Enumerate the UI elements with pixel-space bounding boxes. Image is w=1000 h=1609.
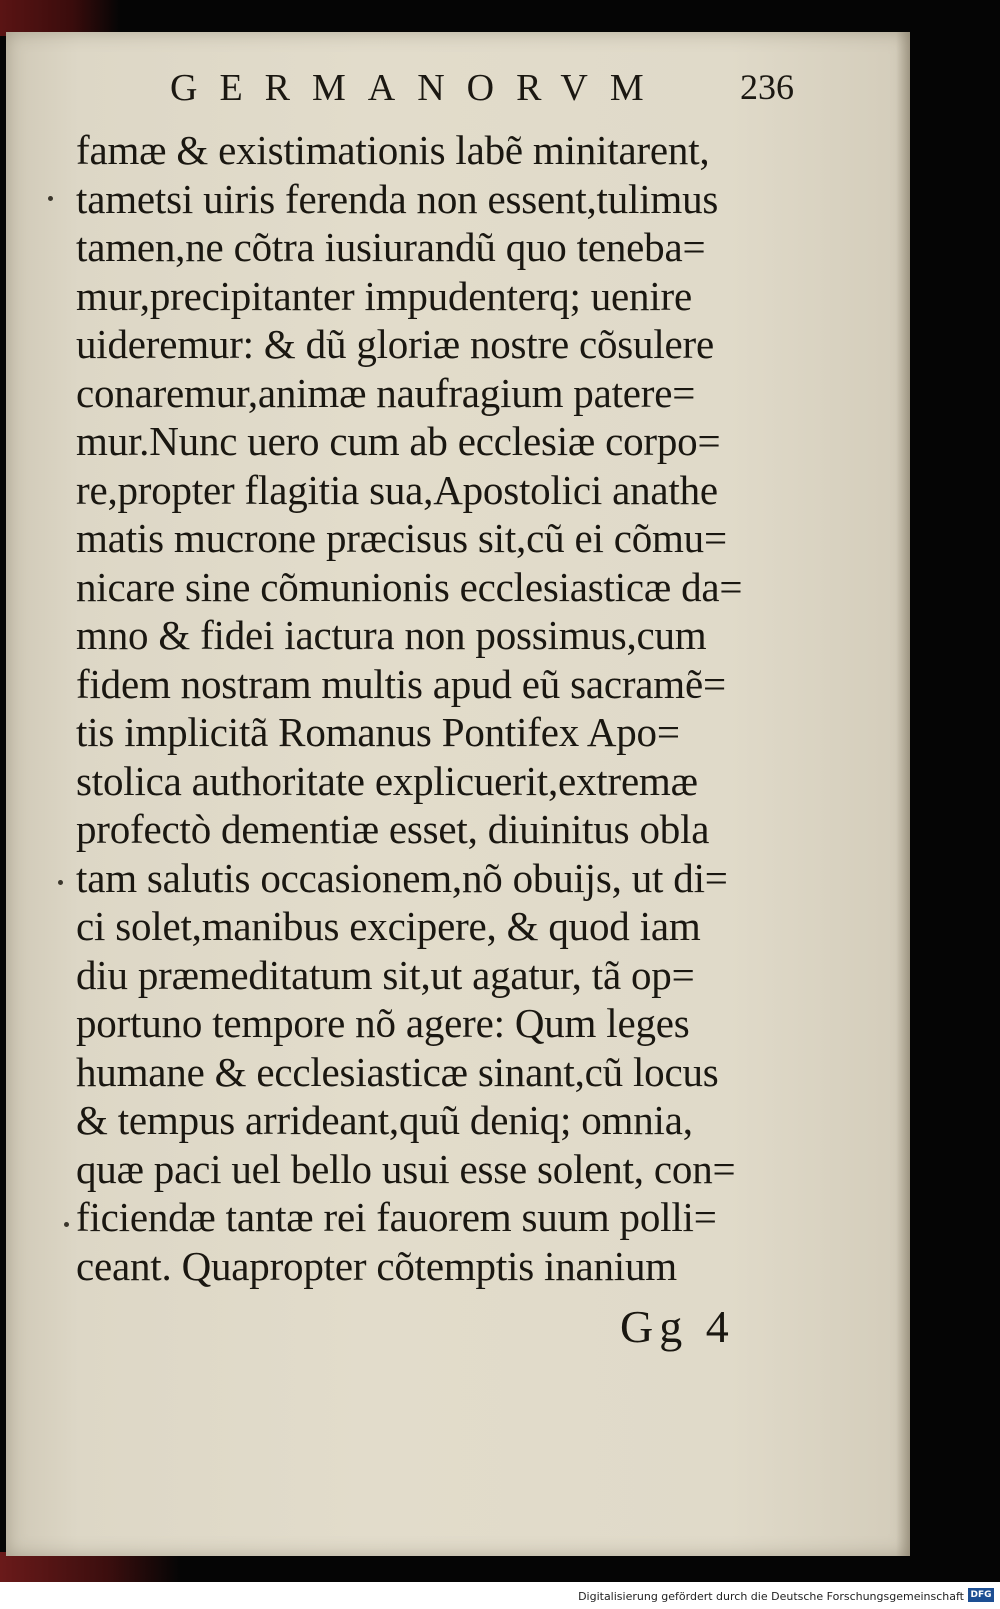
text-line: tametsi uiris ferenda non essent,tulimus bbox=[76, 175, 719, 222]
text-line: re,propter flagitia sua,Apostolici anathe bbox=[76, 466, 718, 513]
text-line: quæ paci uel bello usui esse solent, con= bbox=[76, 1145, 736, 1192]
text-line: & tempus arrideant,quũ deniq; omnia, bbox=[76, 1097, 693, 1143]
page-gutter-shadow bbox=[896, 32, 910, 1556]
text-line: fidem nostram multis apud eũ sacramẽ= bbox=[76, 660, 726, 707]
body-text bbox=[76, 126, 816, 1290]
margin-dot bbox=[58, 880, 63, 885]
text-line: tam salutis occasionem,nõ obuijs, ut di= bbox=[76, 854, 728, 901]
dfg-logo: DFG bbox=[968, 1588, 994, 1602]
text-line: nicare sine cõmunionis ecclesiasticæ da= bbox=[76, 563, 743, 610]
text-line: ceant. Quapropter cõtemptis inanium bbox=[76, 1242, 677, 1289]
text-line: conaremur,animæ naufragium patere= bbox=[76, 369, 696, 416]
signature-mark: Gg 4 bbox=[620, 1301, 735, 1352]
margin-dot bbox=[48, 196, 53, 201]
text-line: diu præmeditatum sit,ut agatur, tã op= bbox=[76, 951, 695, 998]
red-edge-stain-bottom bbox=[0, 1552, 180, 1582]
text-line: uideremur: & dũ gloriæ nostre cõsulere bbox=[76, 321, 714, 367]
text-line: mno & fidei iactura non possimus,cum bbox=[76, 612, 707, 658]
text-line: ficiendæ tantæ rei fauorem suum polli= bbox=[76, 1194, 717, 1240]
text-line: famæ & existimationis labẽ minitarent, bbox=[76, 127, 710, 173]
text-line: profectò dementiæ esset, diuinitus obla bbox=[76, 806, 710, 852]
text-line: mur.Nunc uero cum ab ecclesiæ corpo= bbox=[76, 418, 721, 464]
text-line: tamen,ne cõtra iusiurandũ quo teneba= bbox=[76, 224, 706, 270]
digitization-credit: Digitalisierung gefördert durch die Deutsche Forschungsgemeinschaft bbox=[578, 1590, 964, 1603]
margin-dot bbox=[64, 1222, 69, 1227]
text-line: stolica authoritate explicuerit,extremæ bbox=[76, 757, 698, 804]
red-edge-stain-top bbox=[0, 0, 120, 36]
text-line: mur,precipitanter impudenterq; uenire bbox=[76, 272, 692, 319]
text-line: tis implicitã Romanus Pontifex Apo= bbox=[76, 709, 680, 755]
folio-number: 236 bbox=[740, 67, 794, 107]
running-title: GERMANORVM bbox=[170, 67, 666, 109]
text-line: humane & ecclesiasticæ sinant,cũ locus bbox=[76, 1048, 719, 1095]
text-line: portuno tempore nõ agere: Qum leges bbox=[76, 1000, 690, 1046]
text-line: ci solet,manibus excipere, & quod iam bbox=[76, 903, 701, 949]
text-line: matis mucrone præcisus sit,cũ ei cõmu= bbox=[76, 515, 727, 561]
